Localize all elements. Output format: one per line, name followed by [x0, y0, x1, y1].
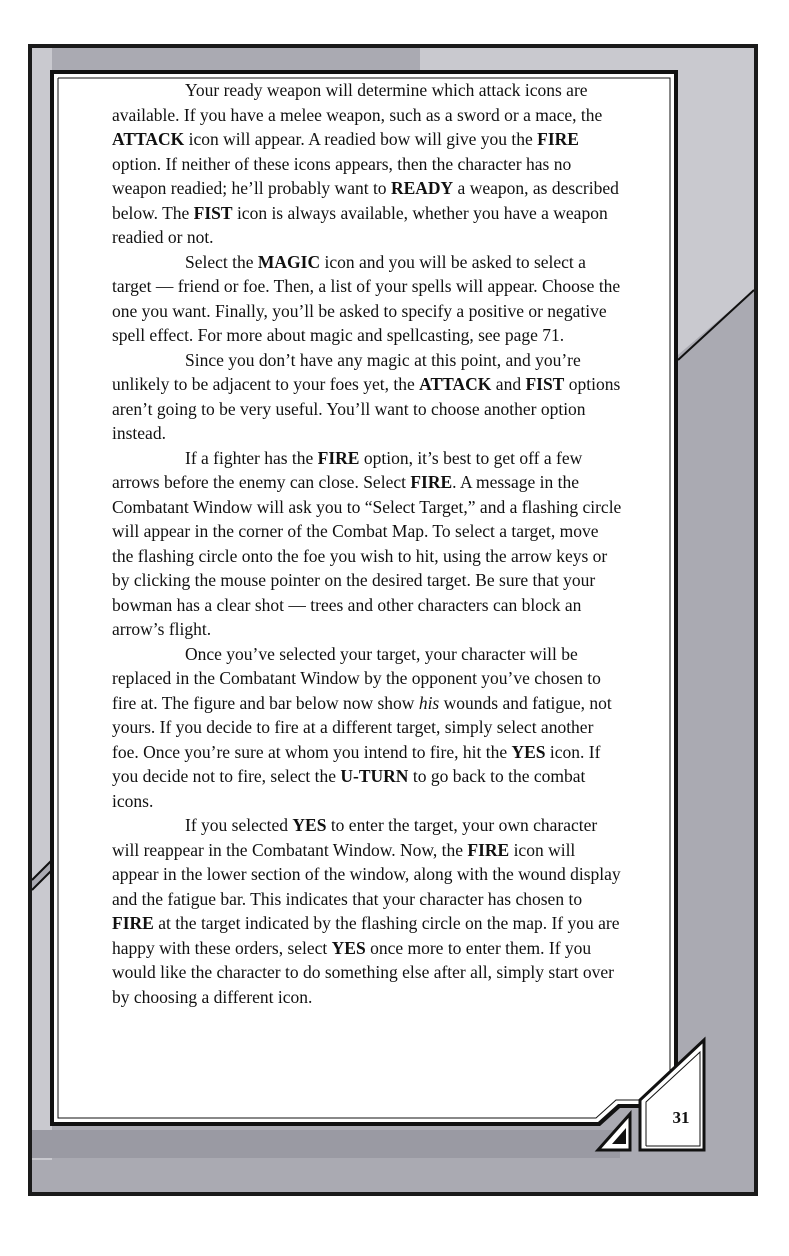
body-text — [112, 78, 624, 1009]
bold-term: FIRE — [410, 472, 453, 492]
text-run: and — [491, 374, 526, 394]
frame-left-bevel — [32, 48, 52, 880]
bold-term: FIRE — [317, 447, 360, 468]
text-run: options aren’t going to be very useful. You’ll want to choose another option instead. — [112, 374, 621, 443]
bold-term: ATTACK — [112, 129, 185, 149]
bold-term: FIST — [193, 202, 233, 223]
bold-term: U-TURN — [340, 766, 409, 786]
text-run: option. If neither of these icons appears, then the character has no weapon readied; he’ll probably want to — [112, 153, 572, 198]
text-run: Your ready weapon will determine which attack icons are available. If you have a melee weapon, such as a sword or a mace, the — [112, 80, 603, 125]
paragraph — [112, 250, 624, 348]
text-run: Once you’ve selected your target, your character will be replaced in the Combatant Window by the opponent you’ve chosen to fire at. The figure and bar below now show — [112, 643, 601, 713]
paragraph — [112, 78, 624, 250]
bold-term: FIRE — [537, 129, 579, 149]
bold-term: YES — [292, 815, 327, 835]
text-run: icon is always available, whether you have a weapon readied or not. — [112, 202, 608, 247]
paragraph — [112, 446, 624, 642]
text-run: Select the — [185, 251, 258, 272]
text-run: If you selected — [185, 815, 293, 835]
text-run: once more to enter them. If you would like the character to do something else after all, simply start over by choosing a different icon. — [112, 937, 614, 1007]
bold-term: ATTACK — [419, 374, 492, 394]
text-run: icon and you will be asked to select a target — friend or foe. Then, a list of your spells will appear. Choose the one you want. Finally, you’ll be asked to specify a positive or negative spell effect. For more about magic and spellcasting, see page 71. — [112, 251, 621, 345]
paragraph — [112, 642, 624, 814]
page-number: 31 — [672, 1108, 690, 1127]
text-run: If a fighter has the — [185, 447, 318, 468]
text-run: to enter the target, your own character will reappear in the Combatant Window. Now, the — [112, 815, 598, 860]
italic-term: his — [418, 692, 440, 713]
bold-term: FIRE — [467, 839, 510, 860]
text-run: to go back to the combat icons. — [112, 766, 586, 811]
frame-left-lower-bevel — [32, 870, 52, 1160]
bold-term: FIRE — [112, 913, 154, 933]
bold-term: MAGIC — [257, 251, 321, 272]
text-run: icon. If you decide not to fire, select the — [112, 741, 601, 786]
text-run: at the target indicated by the flashing circle on the map. If you are happy with these orders, select — [112, 913, 620, 958]
bold-term: READY — [390, 178, 454, 198]
text-run: icon will appear in the lower section of the window, along with the wound display and the fatigue bar. This indicates that your character has chosen to — [112, 839, 621, 909]
bold-term: YES — [511, 741, 546, 762]
text-run: . A message in the Combatant Window will ask you to “Select Target,” and a flashing circle will appear in the corner of the Combat Map. To select a target, move the flashing circle onto the foe you wish to hit, using the arrow keys or by clicking the mouse pointer on the desired target. Be sure that your bowman has a clear shot — trees and other characters can block an arrow’s flight. — [112, 472, 622, 639]
bold-term: FIST — [525, 374, 565, 394]
frame-bottom-band — [32, 1130, 620, 1158]
text-run: option, it’s best to get off a few arrows before the enemy can close. Select — [112, 447, 583, 492]
text-run: icon will appear. A readied bow will give you the — [184, 129, 538, 149]
bold-term: YES — [331, 937, 366, 958]
paragraph — [112, 813, 624, 1009]
text-run: wounds and fatigue, not yours. If you decide to fire at a different target, simply select another foe. Once you’re sure at whom you intend to fire, hit the — [112, 692, 612, 762]
text-run: Since you don’t have any magic at this point, and you’re unlikely to be adjacent to your foes yet, the — [112, 349, 581, 394]
text-run: a weapon, as described below. The — [112, 178, 619, 223]
paragraph — [112, 348, 624, 446]
